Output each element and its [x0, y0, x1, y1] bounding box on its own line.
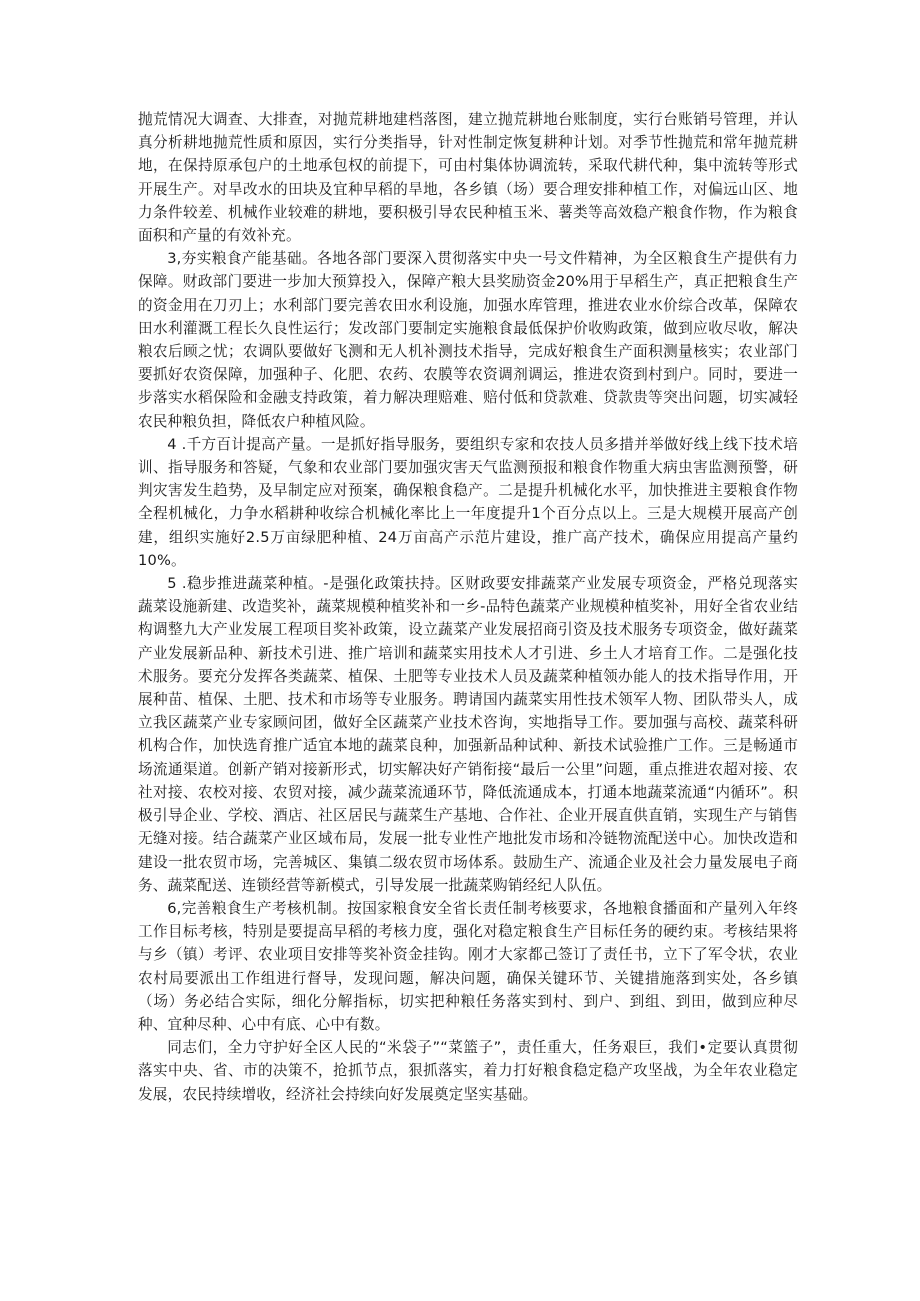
- paragraph-assessment-mechanism: 6,完善粮食生产考核机制。按国家粮食安全省长责任制考核要求，各地粮食播面和产量列入年终工作目标考核，特别是要提高早稻的考核力度，强化对稳定粮食生产目标任务的硬约束。考核结果将与乡（镇）考评、农业项目安排等奖补资金挂钩。刚才大家都己签订了责任书，立下了军令状，农业农村局要派出工作组进行督导，发现问题，解决问题，确保关键环节、关键措施落到实处，各乡镇（场）务必结合实际，细化分解指标，切实把种粮任务落实到村、到户、到组、到田，做到应种尽种、宜种尽种、心中有底、心中有数。: [138, 899, 798, 1033]
- paragraph-vegetable-planting: 5 .稳步推进蔬菜种植。-是强化政策扶持。区财政要安排蔬菜产业发展专项资金，严格兑现落实蔬菜设施新建、改造奖补，蔬菜规模种植奖补和一乡-品特色蔬菜产业规模种植奖补，用好全省农业结构调整九大产业发展工程项目奖补政策，设立蔬菜产业发展招商引资及技术服务专项资金，做好蔬菜产业发展新品种、新技术引进、推广培训和蔬菜实用技术人才引进、乡土人才培育工作。二是强化技术服务。要充分发挥各类蔬菜、植保、土肥等专业技术人员及蔬菜种植领办能人的技术指导作用，开展种苗、植保、土肥、技术和市场等专业服务。聘请国内蔬菜实用性技术领军人物、团队带头人，成立我区蔬菜产业专家顾问团，做好全区蔬菜产业技术咨询，实地指导工作。要加强与高校、蔬菜科研机构合作，加快选育推广适宜本地的蔬菜良种，加强新品种试种、新技术试验推广工作。三是畅通市场流通渠道。创新产销对接新形式，切实解决好产销衔接“最后一公里”问题，重点推进农超对接、农社对接、农校对接、农贸对接，减少蔬菜流通环节，降低流通成本，打通本地蔬菜流通“内循环”。积极引导企业、学校、酒店、社区居民与蔬菜生产基地、合作社、企业开展直供直销，实现生产与销售无缝对接。结合蔬菜产业区域布局，发展一批专业性产地批发市场和冷链物流配送中心。加快改造和建设一批农贸市场，完善城区、集镇二级农贸市场体系。鼓励生产、流通企业及社会力量发展电子商务、蔬菜配送、连锁经营等新模式，引导发展一批蔬菜购销经纪人队伍。: [138, 575, 798, 894]
- paragraph-grain-capacity: 3,夯实粮食产能基础。各地各部门要深入贯彻落实中央一号文件精神，为全区粮食生产提供有力保障。财政部门要进一步加大预算投入，保障产粮大县奖励资金20%用于早稻生产，真正把粮食生产的资金用在刀刃上；水利部门要完善农田水利设施，加强水库管理，推进农业水价综合改革，保障农田水利灌溉工程长久良性运行；发改部门要制定实施粮食最低保护价收购政策，做到应收尽收，解决粮农后顾之忧；农调队要做好飞测和无人机补测技术指导，完成好粮食生产面积测量核实；农业部门要抓好农资保障，加强种子、化肥、农药、农膜等农资调剂调运，推进农资到村到户。同时，要进一步落实水稻保险和金融支持政策，着力解决理赔难、赔付低和贷款难、贷款贵等突出问题，切实减轻农民种粮负担，降低农户种植风险。: [138, 250, 798, 430]
- document-body: [138, 108, 798, 1106]
- paragraph-abandoned-land: 抛荒情况大调查、大排查，对抛荒耕地建档落图，建立抛荒耕地台账制度，实行台账销号管理，并认真分析耕地抛荒性质和原因，实行分类指导，针对性制定恢复耕种计划。对季节性抛荒和常年抛荒耕地，在保持原承包户的土地承包权的前提下，可由村集体协调流转，采取代耕代种，集中流转等形式开展生产。对旱改水的田块及宜种早稻的旱地，各乡镇（场）要合理安排种植工作，对偏远山区、地力条件较差、机械作业较难的耕地，要积极引导农民种植玉米、薯类等高效稳产粮食作物，作为粮食面积和产量的有效补充。: [138, 111, 798, 245]
- paragraph-closing-remarks: 同志们，全力守护好全区人民的“米袋子”“菜篮子”，责任重大，任务艰巨，我们•定要认真贯彻落实中央、省、市的决策不，抢抓节点，狠抓落实，着力打好粮食稳定稳产攻坚战，为全年农业稳定发展，农民持续增收，经济社会持续向好发展奠定坚实基础。: [138, 1039, 798, 1103]
- paragraph-increase-yield: 4 .千方百计提高产量。一是抓好指导服务，要组织专家和农技人员多措并举做好线上线下技术培训、指导服务和答疑，气象和农业部门要加强灾害天气监测预报和粮食作物重大病虫害监测预警，研判灾害发生趋势，及早制定应对预案，确保粮食稳产。二是提升机械化水平，加快推进主要粮食作物全程机械化，力争水稻耕种收综合机械化率比上一年度提升1个百分点以上。三是大规模开展高产创建，组织实施好2.5万亩绿肥种植、24万亩高产示范片建设，推广高产技术，确保应用提高产量约10%。: [138, 435, 798, 569]
